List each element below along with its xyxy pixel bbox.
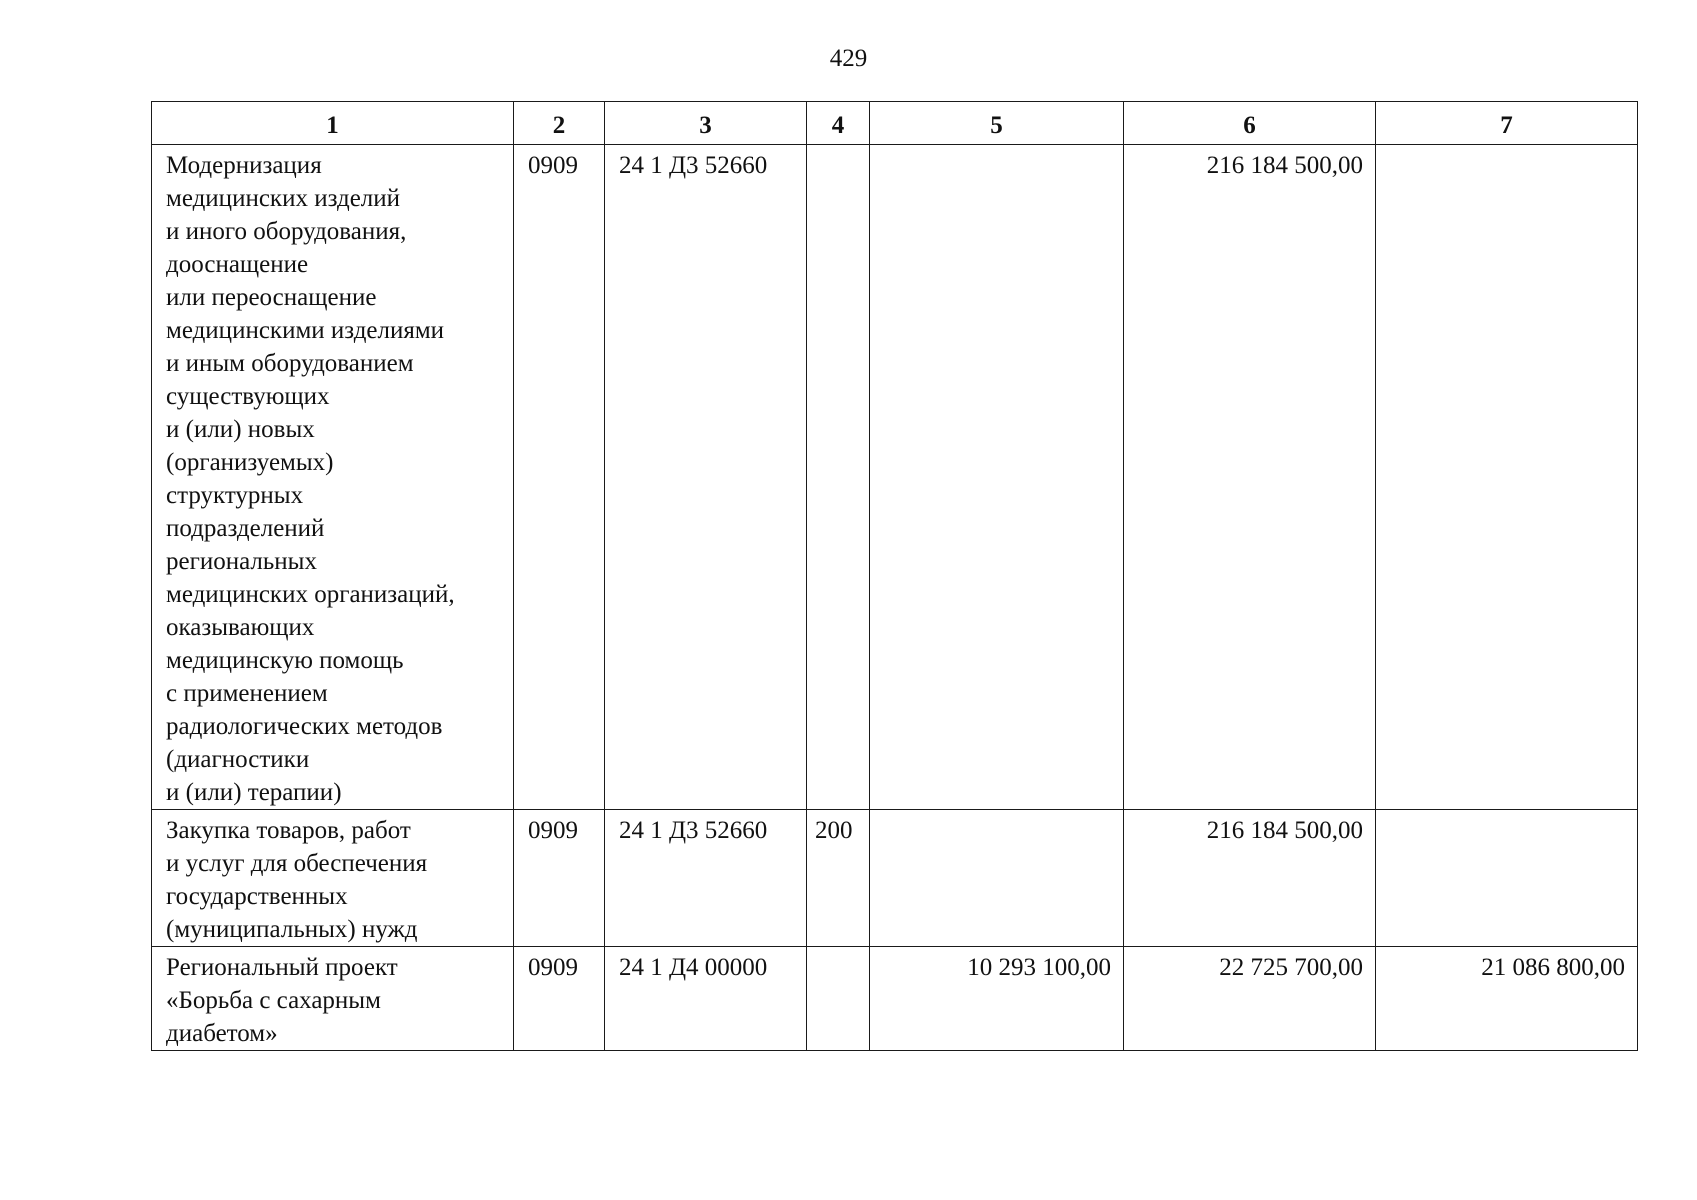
row-target-article-cell: 24 1 Д3 52660 bbox=[605, 145, 807, 810]
row-name-cell bbox=[152, 145, 514, 810]
row-name-line: медицинских изделий bbox=[166, 185, 401, 212]
header-col-4: 4 bbox=[807, 102, 870, 145]
row-col6-amount-cell: 216 184 500,00 bbox=[1124, 810, 1376, 947]
row-name-cell bbox=[152, 810, 514, 947]
row-section-code-cell: 0909 bbox=[514, 810, 605, 947]
row-name-cell bbox=[152, 947, 514, 1051]
row-name-line: с применением bbox=[166, 680, 328, 707]
row-col7-amount-cell bbox=[1376, 810, 1638, 947]
page-number: 429 bbox=[829, 45, 868, 72]
table-row bbox=[152, 145, 1638, 810]
row-name-line: дооснащение bbox=[166, 251, 309, 278]
row-name-line: медицинскую помощь bbox=[166, 647, 404, 674]
row-col7-amount-cell bbox=[1376, 145, 1638, 810]
row-expense-type-cell: 200 bbox=[807, 810, 870, 947]
row-name-line: медицинскими изделиями bbox=[166, 317, 445, 344]
row-target-article-cell: 24 1 Д4 00000 bbox=[605, 947, 807, 1051]
row-name-line: радиологических методов bbox=[166, 713, 443, 740]
row-expense-type-cell bbox=[807, 947, 870, 1051]
row-col5-amount-cell bbox=[870, 810, 1124, 947]
row-name-line: и услуг для обеспечения bbox=[166, 850, 428, 877]
row-name-line: региональных bbox=[166, 548, 317, 575]
row-name-line: структурных bbox=[166, 482, 304, 509]
row-col6-amount-cell: 216 184 500,00 bbox=[1124, 145, 1376, 810]
row-name-line: диабетом» bbox=[166, 1020, 278, 1047]
header-col-6: 6 bbox=[1124, 102, 1376, 145]
budget-table bbox=[151, 101, 1638, 1051]
row-section-code-cell: 0909 bbox=[514, 947, 605, 1051]
row-name-line: Региональный проект bbox=[166, 954, 398, 981]
row-name-line: Закупка товаров, работ bbox=[166, 817, 411, 844]
row-name-line: и (или) новых bbox=[166, 416, 315, 443]
row-name-line: существующих bbox=[166, 383, 330, 410]
row-name-line: (диагностики bbox=[166, 746, 310, 773]
row-col5-amount-cell bbox=[870, 145, 1124, 810]
row-name-line: подразделений bbox=[166, 515, 325, 542]
row-name-line: медицинских организаций, bbox=[166, 581, 455, 608]
row-section-code-cell: 0909 bbox=[514, 145, 605, 810]
row-target-article-cell: 24 1 Д3 52660 bbox=[605, 810, 807, 947]
table-row bbox=[152, 947, 1638, 1051]
header-col-5: 5 bbox=[870, 102, 1124, 145]
table-row bbox=[152, 810, 1638, 947]
row-name-line: оказывающих bbox=[166, 614, 315, 641]
header-col-7: 7 bbox=[1376, 102, 1638, 145]
row-name-line: Модернизация bbox=[166, 152, 322, 179]
header-col-2: 2 bbox=[514, 102, 605, 145]
row-col7-amount-cell: 21 086 800,00 bbox=[1376, 947, 1638, 1051]
row-name-line: и (или) терапии) bbox=[166, 779, 342, 806]
row-name-line: (организуемых) bbox=[166, 449, 334, 476]
row-name-line: или переоснащение bbox=[166, 284, 377, 311]
row-name-line: государственных bbox=[166, 883, 348, 910]
header-row bbox=[152, 102, 1638, 145]
header-col-3: 3 bbox=[605, 102, 807, 145]
row-col6-amount-cell: 22 725 700,00 bbox=[1124, 947, 1376, 1051]
row-col5-amount-cell: 10 293 100,00 bbox=[870, 947, 1124, 1051]
row-name-line: «Борьба с сахарным bbox=[166, 987, 381, 1014]
row-expense-type-cell bbox=[807, 145, 870, 810]
row-name-line: (муниципальных) нужд bbox=[166, 916, 418, 943]
header-col-1: 1 bbox=[152, 102, 514, 145]
row-name-line: и иным оборудованием bbox=[166, 350, 414, 377]
row-name-line: и иного оборудования, bbox=[166, 218, 407, 245]
